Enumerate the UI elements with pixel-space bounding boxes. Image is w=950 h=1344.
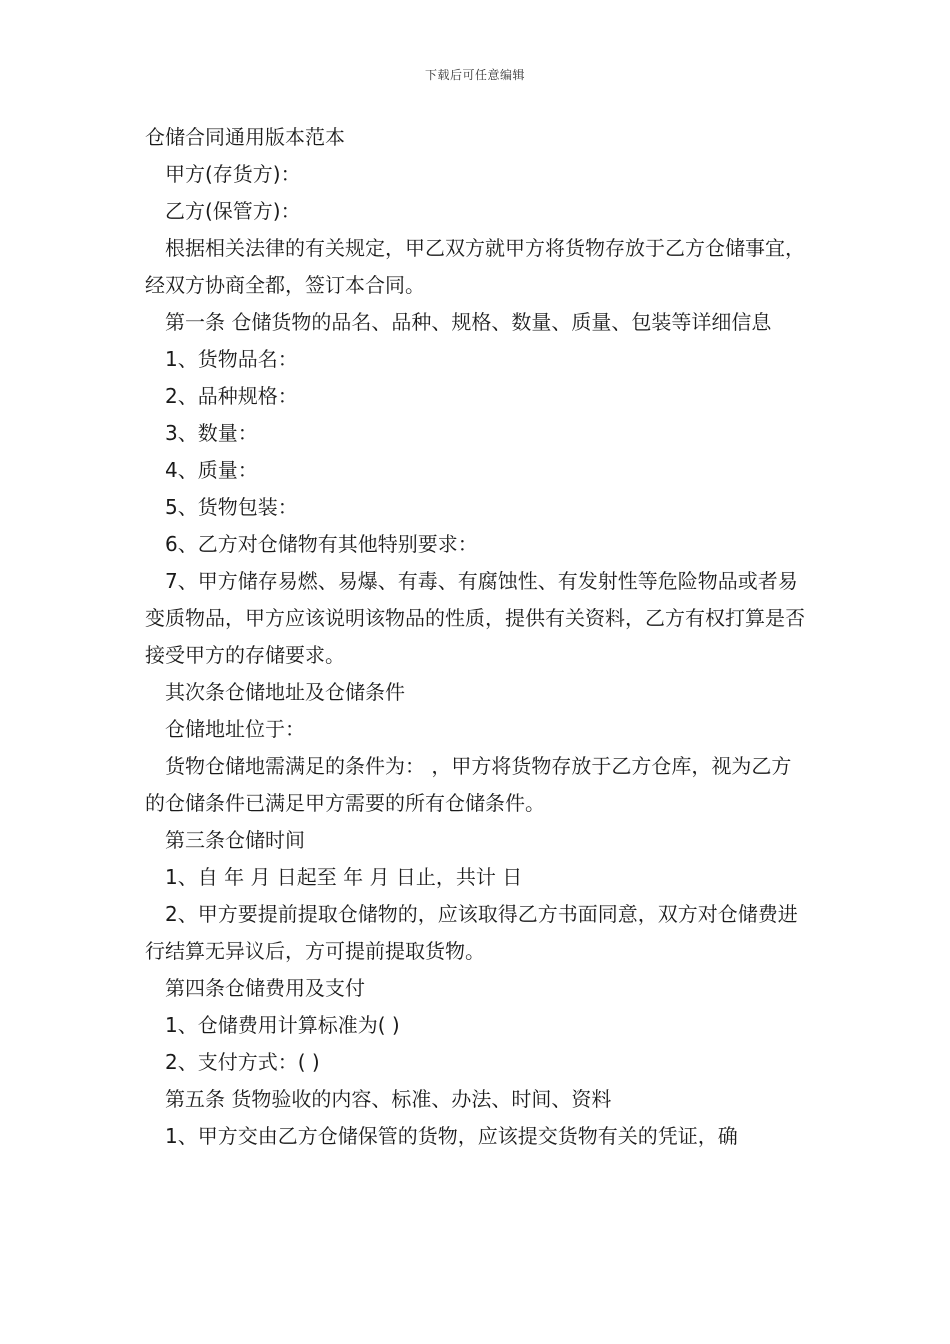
paragraph-item: 7、甲方储存易燃、易爆、有毒、有腐蚀性、有发射性等危险物品或者易变质物品，甲方应该说明该物品的性质，提供有关资料，乙方有权打算是否接受甲方的存储要求。 (145, 569, 805, 667)
paragraph-article-2-heading: 其次条仓储地址及仓储条件 (165, 680, 405, 704)
paragraph-item: 2、品种规格： (165, 384, 298, 408)
paragraph-item: 1、甲方交由乙方仓储保管的货物，应该提交货物有关的凭证，确 (165, 1124, 738, 1148)
paragraph-article-4-heading: 第四条仓储费用及支付 (165, 976, 365, 1000)
paragraph-item: 6、乙方对仓储物有其他特别要求： (165, 532, 478, 556)
paragraph-article-3-heading: 第三条仓储时间 (165, 828, 305, 852)
paragraph-item: 货物仓储地需满足的条件为： ，甲方将货物存放于乙方仓库，视为乙方的仓储条件已满足甲方需要的所有仓储条件。 (145, 754, 792, 815)
paragraph-item: 仓储地址位于： (165, 717, 305, 741)
document-body (145, 119, 810, 1155)
paragraph-article-5-heading: 第五条 货物验收的内容、标准、办法、时间、资料 (165, 1087, 612, 1111)
paragraph-item: 5、货物包装： (165, 495, 298, 519)
paragraph-party-a: 甲方(存货方)： (165, 162, 301, 186)
page-header-note: 下载后可任意编辑 (424, 68, 525, 82)
paragraph-item: 4、质量： (165, 458, 258, 482)
paragraph-item: 1、货物品名： (165, 347, 298, 371)
document-title: 仓储合同通用版本范本 (145, 125, 345, 149)
paragraph-article-1-heading: 第一条 仓储货物的品名、品种、规格、数量、质量、包装等详细信息 (165, 310, 772, 334)
paragraph-party-b: 乙方(保管方)： (165, 199, 301, 223)
paragraph-item: 2、甲方要提前提取仓储物的，应该取得乙方书面同意，双方对仓储费进行结算无异议后，方可提前提取货物。 (145, 902, 798, 963)
paragraph-item: 1、仓储费用计算标准为( ) (165, 1013, 400, 1037)
paragraph-item: 3、数量： (165, 421, 258, 445)
paragraph-item: 2、支付方式：( ) (165, 1050, 320, 1074)
paragraph-item: 1、自 年 月 日起至 年 月 日止，共计 日 (165, 865, 523, 889)
paragraph-preamble: 根据相关法律的有关规定，甲乙双方就甲方将货物存放于乙方仓储事宜，经双方协商全都，签订本合同。 (145, 236, 805, 297)
